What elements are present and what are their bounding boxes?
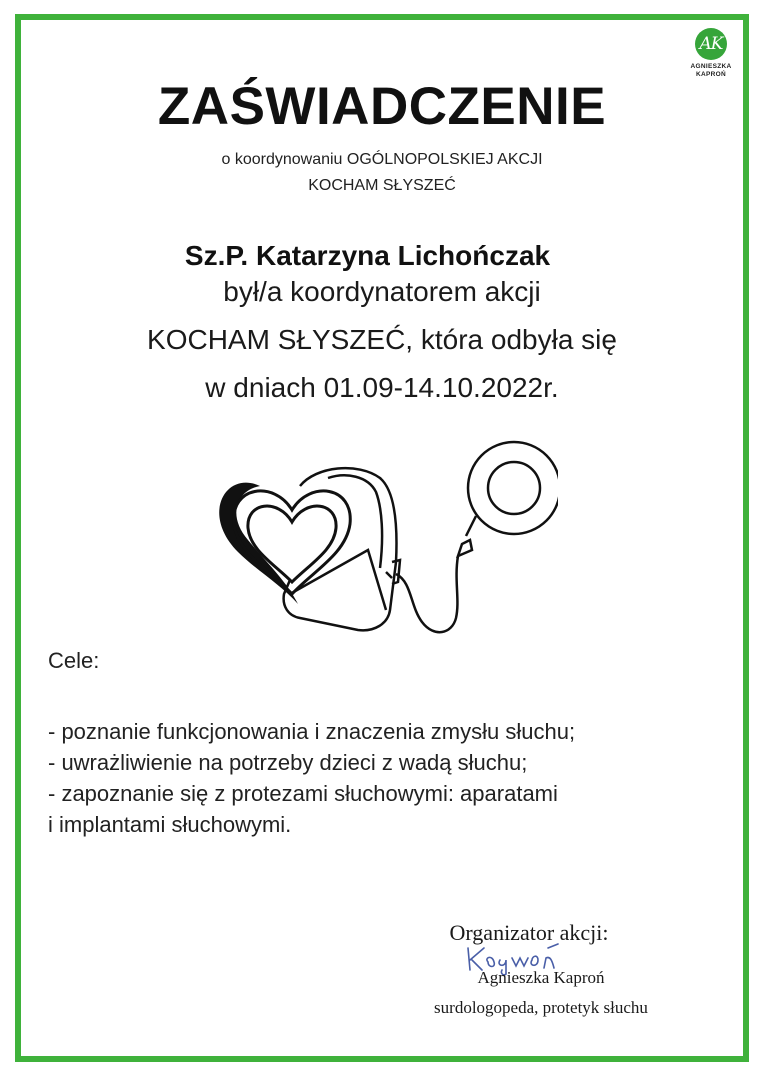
logo-line-1: AGNIESZKA: [690, 63, 732, 70]
subtitle-line-2: KOCHAM SŁYSZEĆ: [308, 177, 456, 194]
certificate-title: ZAŚWIADCZENIE: [157, 77, 607, 136]
heart-icon: [234, 491, 351, 594]
goal-item-1: - poznanie funkcjonowania i znaczenia zmysłu słuchu;: [48, 719, 576, 744]
signature-block: [388, 920, 694, 1018]
organizer-role: surdologopeda, protetyk słuchu: [434, 998, 648, 1017]
brand-logo: [680, 28, 742, 79]
goals-title: Cele:: [48, 648, 100, 673]
goals-section: [48, 648, 738, 840]
subtitle-line-1: o koordynowaniu OGÓLNOPOLSKIEJ AKCJI: [221, 151, 543, 168]
recipient-name: Sz.P. Katarzyna Lichończak: [184, 240, 551, 271]
cochlear-implant-heart-illustration: [208, 432, 558, 652]
goal-item-3: - zapoznanie się z protezami słuchowymi: aparatami: [48, 781, 558, 806]
body-line-3: w dniach 01.09-14.10.2022r.: [205, 372, 559, 403]
body-line-2: KOCHAM SŁYSZEĆ, która odbyła się: [147, 324, 617, 355]
organizer-name: Agnieszka Kaproń: [477, 968, 605, 987]
certificate-subtitle: [0, 147, 764, 199]
organizer-label: Organizator akcji:: [449, 920, 609, 945]
cochlear-implant-icon: [208, 432, 558, 647]
goal-item-4: i implantami słuchowymi.: [48, 812, 292, 837]
body-line-1: był/a koordynatorem akcji: [223, 276, 541, 307]
logo-monogram: AK: [695, 28, 727, 60]
goal-item-2: - uwrażliwienie na potrzeby dzieci z wadą słuchu;: [48, 750, 528, 775]
logo-line-2: KAPROŃ: [696, 71, 726, 78]
